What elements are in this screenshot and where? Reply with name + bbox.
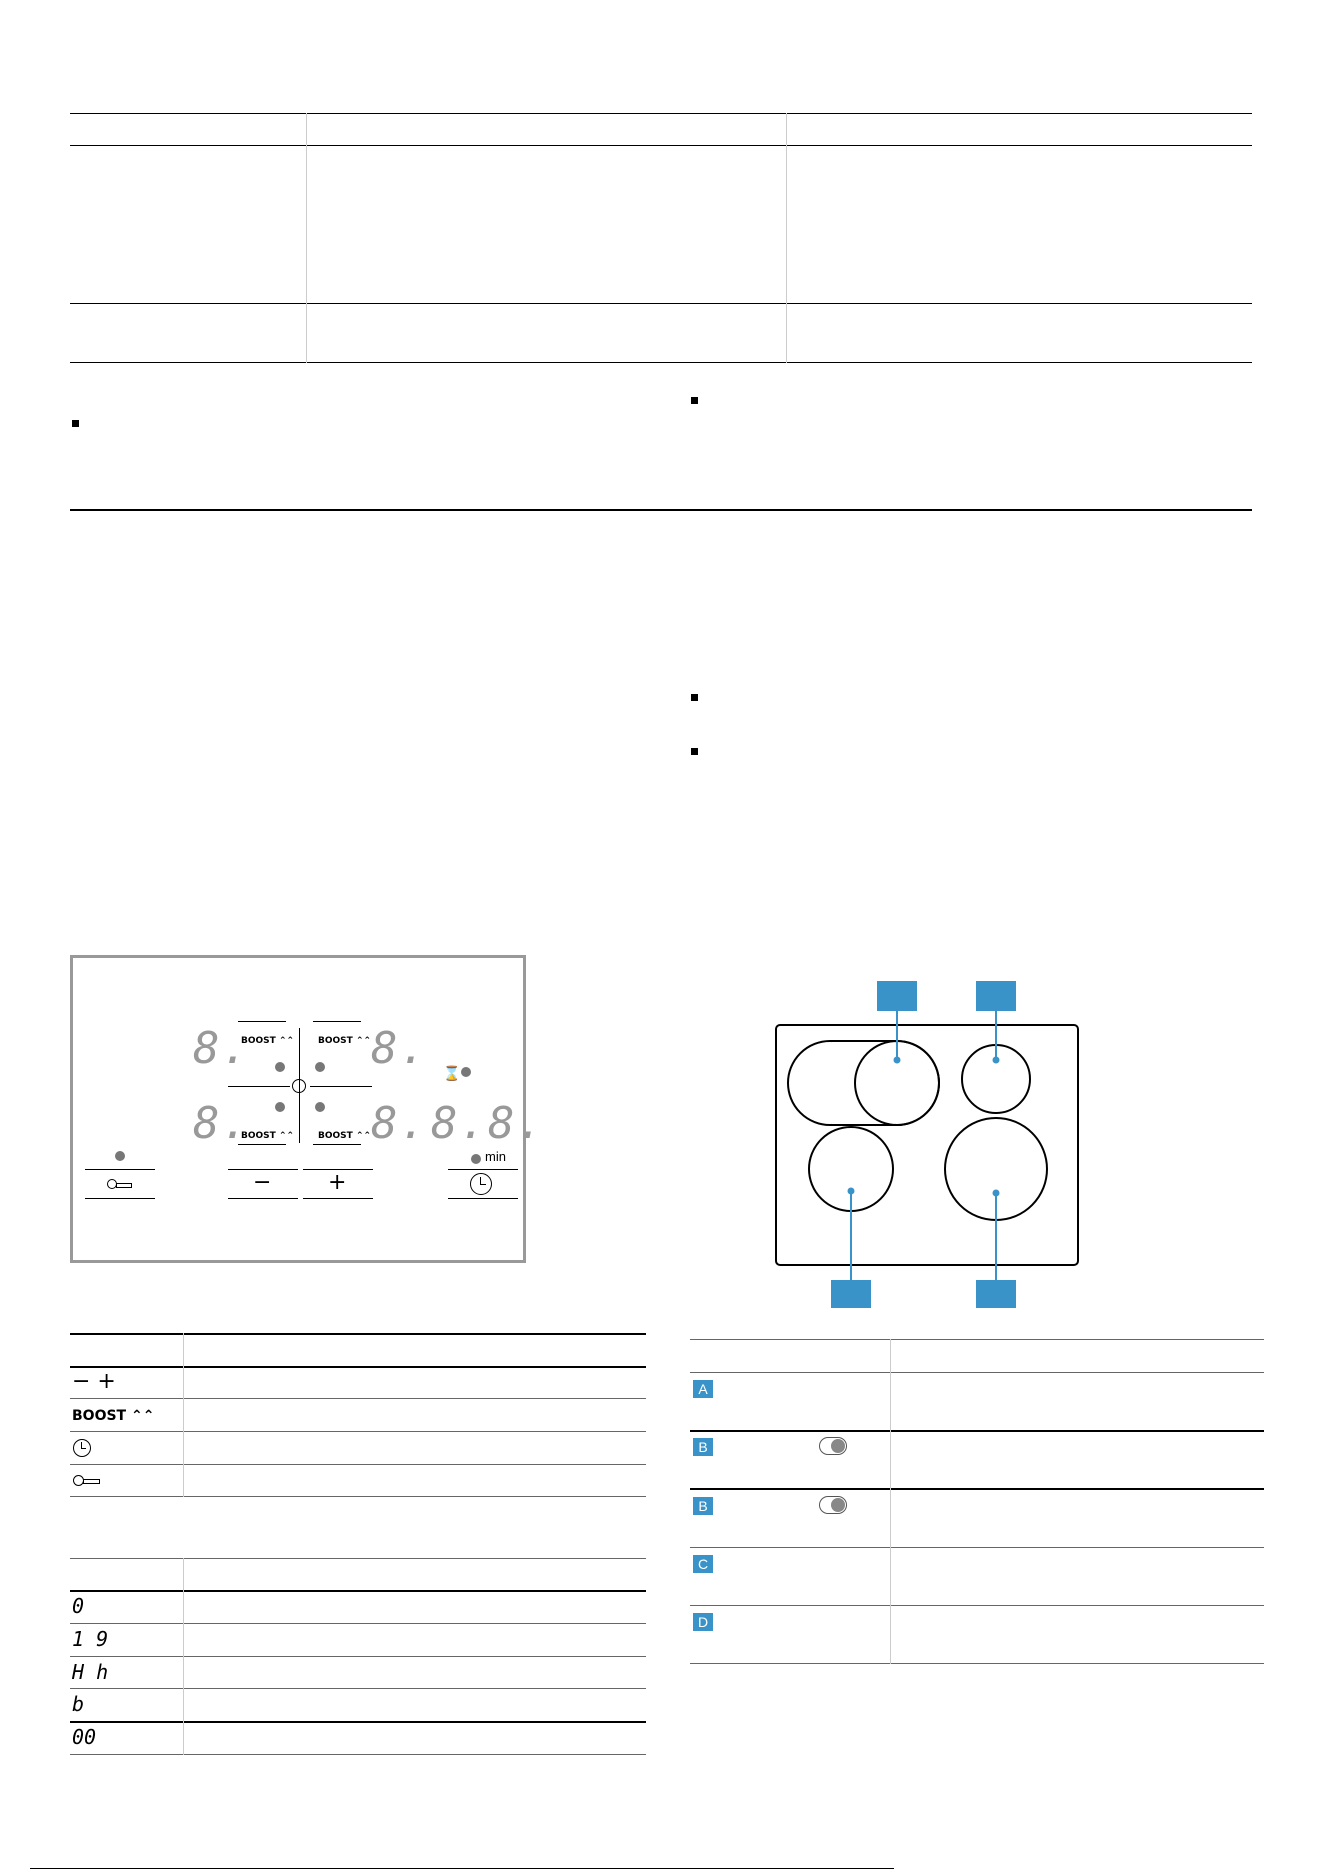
boost-label: BOOST ⌃⌃ (318, 1036, 372, 1046)
button-rule (85, 1198, 155, 1199)
top-table-col-2 (786, 113, 787, 363)
key-icon (73, 1475, 101, 1487)
zone-badge-b: B (693, 1438, 713, 1456)
plus-button[interactable]: + (328, 1170, 347, 1195)
zone-indicator-dot (275, 1102, 285, 1112)
zone-display-rear-left: 8. (193, 1098, 250, 1149)
display-symbol: b (72, 1692, 85, 1716)
top-table-rule-2 (70, 145, 1252, 146)
boost-bottom-line (238, 1144, 286, 1145)
button-rule (448, 1198, 518, 1199)
zone-badge-a: A (693, 1380, 713, 1398)
display-symbol: 1 9 (72, 1627, 109, 1651)
zones-table (690, 1339, 1264, 1669)
boost-bottom-line (313, 1144, 361, 1145)
display-symbol: 0 (72, 1594, 85, 1618)
clock-icon (73, 1439, 91, 1457)
minus-button[interactable]: − (253, 1170, 272, 1195)
zone-badge-c: C (693, 1555, 713, 1573)
bullet-marker (691, 397, 698, 404)
controls-table (70, 1333, 646, 1493)
clock-icon (292, 1079, 306, 1093)
min-indicator-dot (471, 1154, 481, 1164)
top-table-rule-1 (70, 113, 1252, 114)
button-rule (85, 1169, 155, 1170)
display-table (70, 1558, 646, 1758)
zone-indicator-dot (315, 1062, 325, 1072)
toggle-icon (819, 1437, 847, 1455)
zone-badge-d: D (693, 1613, 713, 1631)
section-divider (70, 509, 1252, 511)
boost-label: BOOST ⌃⌃ (318, 1131, 372, 1141)
zone-display-front-left: 8. (193, 1023, 250, 1074)
display-symbol: H h (72, 1660, 109, 1684)
panel-center-rule (228, 1086, 290, 1087)
toggle-icon (819, 1496, 847, 1514)
timer-button[interactable] (468, 1172, 494, 1196)
zone-indicator-dot (275, 1062, 285, 1072)
hourglass-icon: ⌛ (443, 1066, 461, 1082)
hob-diagram (770, 978, 1090, 1308)
clock-icon (470, 1173, 492, 1195)
boost-top-line (313, 1021, 361, 1022)
display-symbol: 00 (72, 1725, 97, 1749)
zone-badge-b: B (693, 1497, 713, 1515)
button-rule (303, 1198, 373, 1199)
boost-symbol: BOOST ⌃⌃ (72, 1408, 155, 1424)
key-icon (107, 1179, 133, 1189)
min-label: min (485, 1149, 506, 1164)
footer-rule (30, 1868, 894, 1869)
top-table-rule-4 (70, 362, 1252, 363)
key-lock-button[interactable] (95, 1171, 145, 1197)
zone-display-rear-right: 8. (371, 1098, 428, 1149)
boost-label: BOOST ⌃⌃ (241, 1036, 295, 1046)
control-panel-diagram (70, 955, 545, 1263)
zone-display-front-right: 8. (371, 1023, 428, 1074)
bullet-marker (691, 694, 698, 701)
timer-display: 8.8. (431, 1098, 545, 1149)
boost-label: BOOST ⌃⌃ (241, 1131, 295, 1141)
zone-indicator-dot (315, 1102, 325, 1112)
hob-drawing (770, 978, 1090, 1308)
bullet-marker (691, 748, 698, 755)
bullet-marker (72, 420, 79, 427)
boost-top-line (238, 1021, 286, 1022)
panel-center-rule (310, 1086, 372, 1087)
timer-indicator-dot (461, 1067, 471, 1077)
minus-plus-symbol: − + (72, 1369, 116, 1394)
button-rule (228, 1198, 298, 1199)
button-rule (448, 1169, 518, 1170)
top-table-col-1 (306, 113, 307, 363)
top-table-rule-3 (70, 303, 1252, 304)
lock-indicator-dot (115, 1151, 125, 1161)
